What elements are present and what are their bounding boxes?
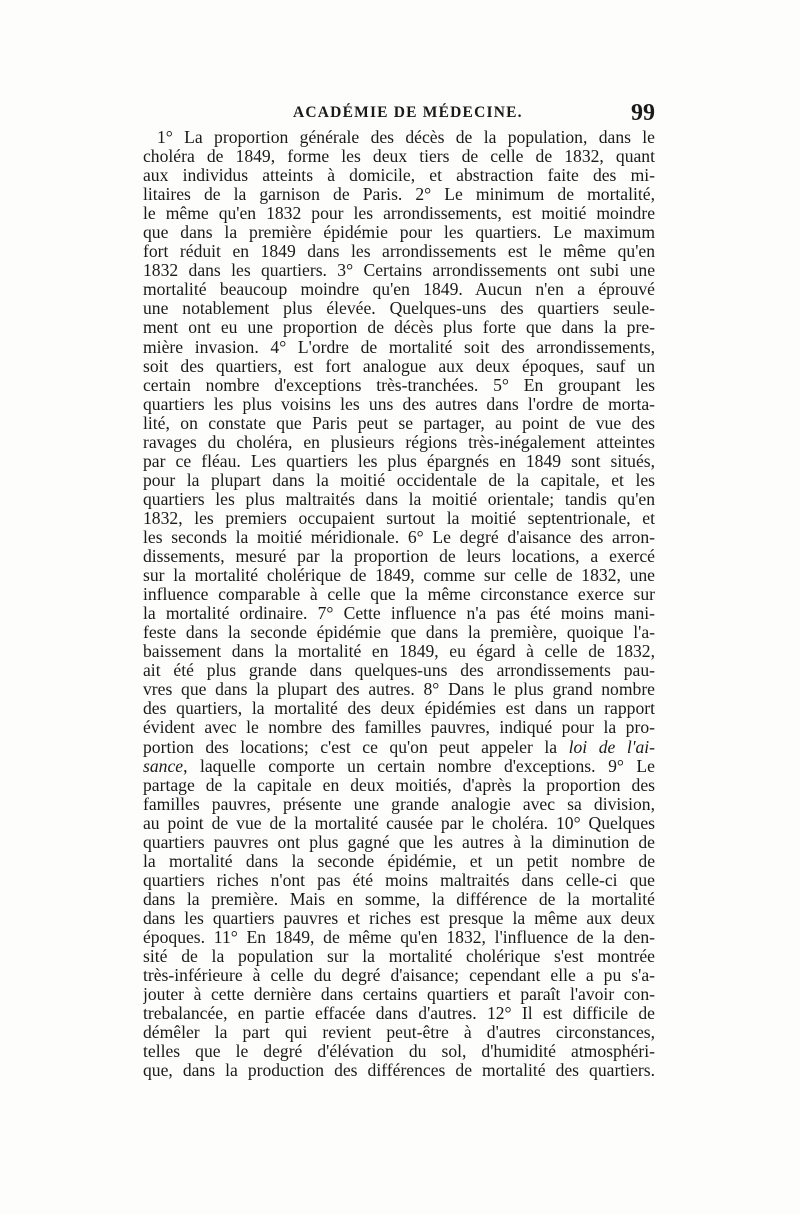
italic-phrase: sance [143,756,184,776]
page-number: 99 [631,100,655,126]
text-line: mortalité beaucoup moindre qu'en 1849. Aucun n'en a éprouvé [143,280,655,300]
text-line: pour la plupart dans la moitié occidentale de la capitale, et les [143,470,655,490]
text-line: la mortalité ordinaire. 7° Cette influence n'a pas été moins mani- [143,604,655,624]
text-line: vres que dans la plupart des autres. 8° Dans le plus grand nombre [143,680,655,700]
text-line: feste dans la seconde épidémie que dans la première, quoique l'a- [143,623,655,643]
text-line: ravages du choléra, en plusieurs régions très-inégalement atteintes [143,432,655,452]
text-line: dans les quartiers pauvres et riches est presque la même aux deux [143,908,655,928]
text-line: époques. 11° En 1849, de même qu'en 1832, l'influence de la den- [143,927,655,947]
text-line: influence comparable à celle que la même circonstance exerce sur [143,585,655,605]
text-line: soit des quartiers, est fort analogue aux deux époques, sauf un [143,356,655,376]
text-line: litaires de la garnison de Paris. 2° Le minimum de mortalité, [143,185,655,205]
text-line: fort réduit en 1849 dans les arrondissements est le même qu'en [143,242,655,262]
text-line: aux individus atteints à domicile, et abstraction faite des mi- [143,166,655,186]
text-line: mière invasion. 4° L'ordre de mortalité soit des arrondissements, [143,337,655,357]
text-line: quartiers pauvres ont plus gagné que les autres à la diminution de [143,832,655,852]
text-line: une notablement plus élevée. Quelques-uns des quartiers seule- [143,299,655,319]
text-line: que, dans la production des différences de mortalité des quartiers. [143,1061,655,1081]
text-line-with-italic [143,757,655,776]
text-line: quartiers les plus voisins les uns des autres dans l'ordre de morta- [143,394,655,414]
text-line: que dans la première épidémie pour les quartiers. Le maximum [143,223,655,243]
text-line: les seconds la moitié méridionale. 6° Le degré d'aisance des arron- [143,527,655,547]
text-line: ait été plus grande dans quelques-uns des arrondissements pau- [143,661,655,681]
text-line: certain nombre d'exceptions très-tranchées. 5° En groupant les [143,375,655,395]
text-line: la mortalité dans la seconde épidémie, et un petit nombre de [143,851,655,871]
text-line: lité, on constate que Paris peut se partager, au point de vue des [143,413,655,433]
body-paragraph [143,128,655,1080]
text-line: sité de la population sur la mortalité cholérique s'est montrée [143,947,655,967]
text-line: démêler la part qui revient peut-être à d'autres circonstances, [143,1023,655,1043]
text-line: au point de vue de la mortalité causée par le choléra. 10° Quelques [143,813,655,833]
text-line: ment ont eu une proportion de décès plus forte que dans la pre- [143,318,655,338]
text-line: quartiers les plus maltraités dans la moitié orientale; tandis qu'en [143,489,655,509]
text-line: sur la mortalité cholérique de 1849, comme sur celle de 1832, une [143,566,655,586]
text-line: trebalancée, en partie effacée dans d'autres. 12° Il est difficile de [143,1004,655,1024]
italic-phrase: loi de l'ai- [568,737,655,757]
text-line: évident avec le nombre des familles pauvres, indiqué pour la pro- [143,718,655,738]
running-head: ACADÉMIE DE MÉDECINE. [293,104,523,121]
text-line: des quartiers, la mortalité des deux épidémies est dans un rapport [143,699,655,719]
text-line: jouter à cette dernière dans certains quartiers et paraît l'avoir con- [143,985,655,1005]
text-line-with-italic [143,738,655,757]
text-line: choléra de 1849, forme les deux tiers de celle de 1832, quant [143,147,655,167]
text-line: par ce fléau. Les quartiers les plus épargnés en 1849 sont situés, [143,451,655,471]
text-line: quartiers riches n'ont pas été moins maltraités dans celle-ci que [143,870,655,890]
text-segment: , laquelle comporte un certain nombre d'exceptions. 9° Le [183,756,655,776]
text-line: dans la première. Mais en somme, la différence de la mortalité [143,889,655,909]
text-line: partage de la capitale en deux moitiés, d'après la proportion des [143,775,655,795]
text-line: 1832 dans les quartiers. 3° Certains arrondissements ont subi une [143,261,655,281]
text-line: familles pauvres, présente une grande analogie avec sa division, [143,794,655,814]
text-line: telles que le degré d'élévation du sol, d'humidité atmosphéri- [143,1042,655,1062]
text-line: 1832, les premiers occupaient surtout la moitié septentrionale, et [143,508,655,528]
text-line: 1° La proportion générale des décès de la population, dans le [157,128,655,147]
text-line: dissements, mesuré par la proportion de leurs locations, a exercé [143,547,655,567]
text-segment: portion des locations; c'est ce qu'on peut appeler la [143,737,558,757]
text-line: très-inférieure à celle du degré d'aisance; cependant elle a pu s'a- [143,966,655,986]
page-header [143,100,655,130]
text-line: le même qu'en 1832 pour les arrondissements, est moitié moindre [143,204,655,224]
text-line: baissement dans la mortalité en 1849, eu égard à celle de 1832, [143,642,655,662]
